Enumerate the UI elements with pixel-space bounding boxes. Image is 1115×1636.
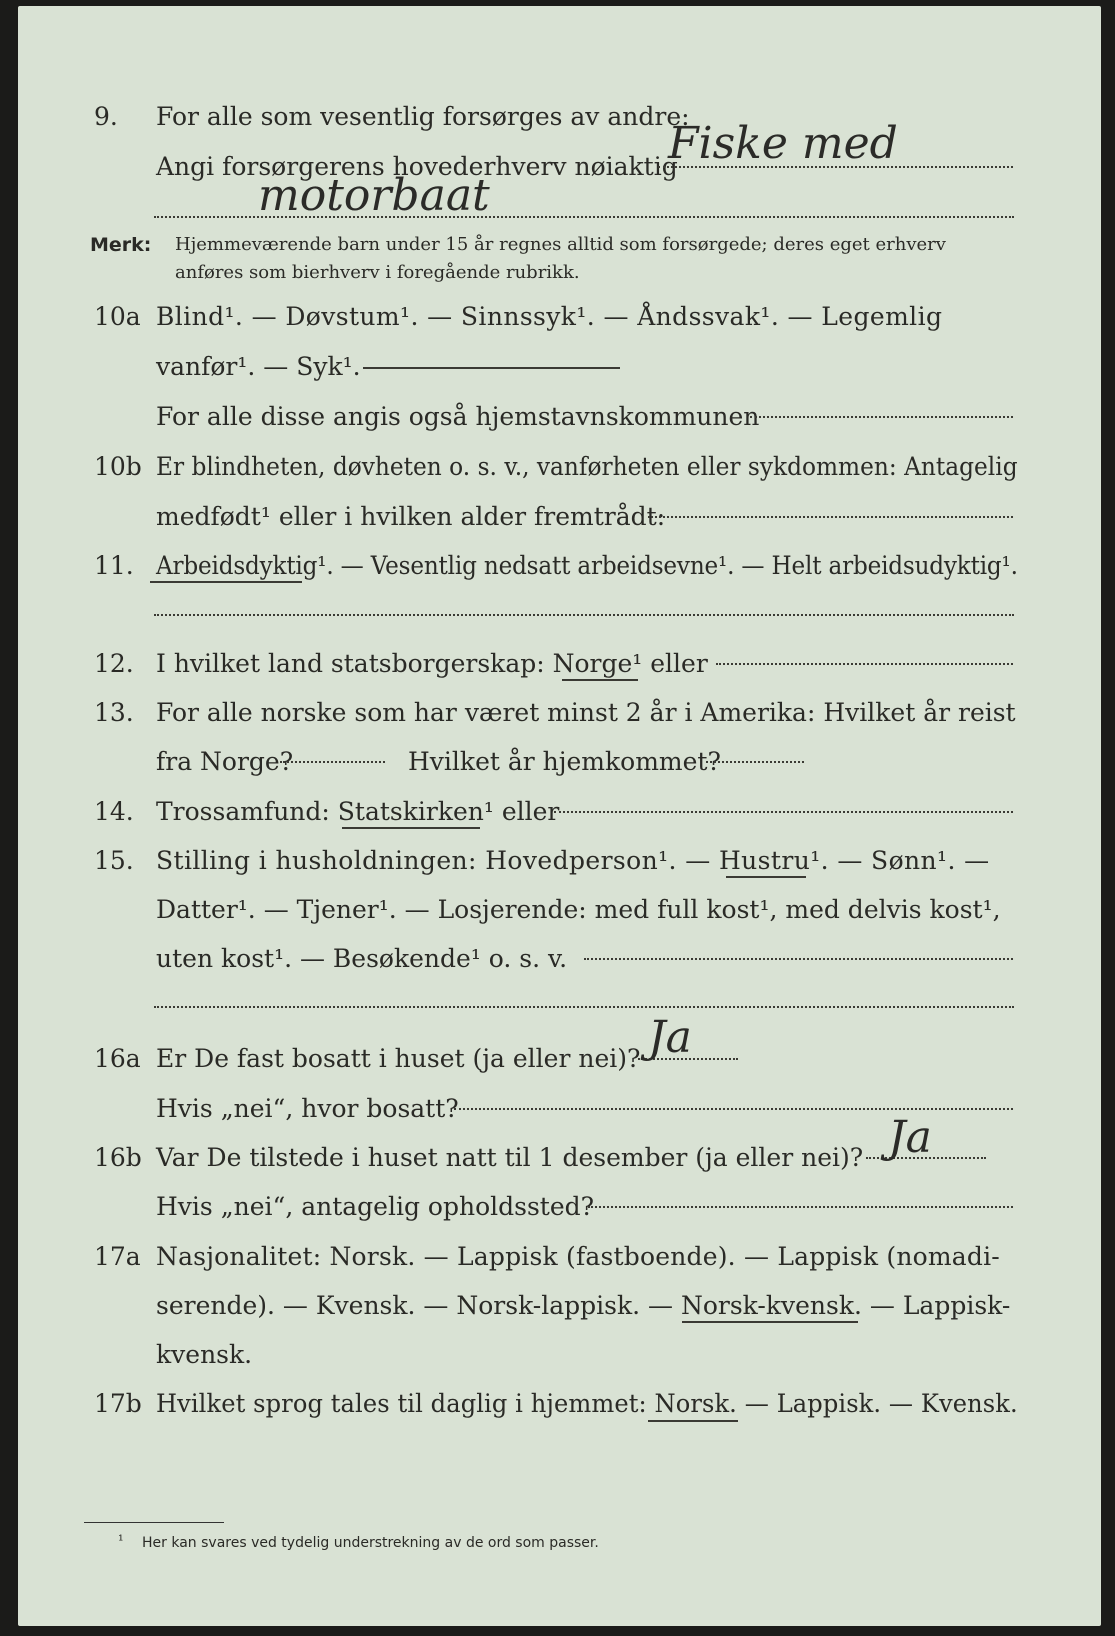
q17a-line1: Nasjonalitet: Norsk. — Lappisk (fastboende). — Lappisk (nomadi- <box>156 1242 1000 1271</box>
q13-line2b: Hvilket år hjemkommet? <box>408 747 721 776</box>
q10a-number: 10a <box>94 302 141 331</box>
q10a-line2: vanfør¹. — Syk¹. <box>156 352 361 381</box>
q15-answer-underline <box>726 876 806 878</box>
merk-label: Merk: <box>90 234 152 256</box>
q12-line1: I hvilket land statsborgerskap: Norge¹ eller <box>156 649 708 678</box>
q16a-number: 16a <box>94 1044 141 1073</box>
q10a-line1: Blind¹. — Døvstum¹. — Sinnssyk¹. — Åndssvak¹. — Legemlig <box>156 302 943 331</box>
merk-line2: anføres som bierhverv i foregående rubrikk. <box>175 262 580 283</box>
q11-number: 11. <box>94 551 134 580</box>
q17a-line3: kvensk. <box>156 1340 253 1369</box>
q16a-handwritten-answer: Ja <box>648 1012 692 1063</box>
q10b-line2: medfødt¹ eller i hvilken alder fremtrådt: <box>156 502 666 531</box>
q12-number: 12. <box>94 649 134 678</box>
q14-line1: Trossamfund: Statskirken¹ eller <box>156 797 560 826</box>
q9-handwritten-answer2: motorbaat <box>258 170 490 221</box>
q16b-opholdssted-answer-line <box>588 1206 1013 1208</box>
q12-answer-line <box>716 663 1013 665</box>
q9-line2: Angi forsørgerens hovederhverv nøiaktig <box>156 152 678 181</box>
q10a-line3: For alle disse angis også hjemstavnskommunen <box>156 402 760 431</box>
footnote-rule <box>84 1522 224 1523</box>
q16a-bosatt-answer-line <box>454 1108 1013 1110</box>
census-form-page <box>18 6 1101 1626</box>
q15-answer-line2 <box>154 1006 1014 1008</box>
q17b-number: 17b <box>94 1389 142 1418</box>
merk-line1: Hjemmeværende barn under 15 år regnes alltid som forsørgede; deres eget erhverv <box>175 234 946 255</box>
q15-line3: uten kost¹. — Besøkende¹ o. s. v. <box>156 944 568 973</box>
q13-reist-answer-line <box>280 761 385 763</box>
q16b-line1: Var De tilstede i huset natt til 1 desember (ja eller nei)? <box>156 1143 864 1172</box>
q10a-answer-line <box>363 367 620 369</box>
q15-answer-line <box>584 958 1013 960</box>
q17b-answer-underline <box>648 1420 738 1422</box>
q9-number: 9. <box>94 102 118 131</box>
q16a-line2: Hvis „nei“, hvor bosatt? <box>156 1094 459 1123</box>
q10b-number: 10b <box>94 452 142 481</box>
q13-line1: For alle norske som har været minst 2 år i Amerika: Hvilket år reist <box>156 698 1016 727</box>
q10b-answer-line <box>648 516 1013 518</box>
q11-answer-line <box>154 614 1014 616</box>
q17a-number: 17a <box>94 1242 141 1271</box>
q15-number: 15. <box>94 846 134 875</box>
q13-line2a: fra Norge? <box>156 747 294 776</box>
q16b-line2: Hvis „nei“, antagelig opholdssted? <box>156 1192 595 1221</box>
q17a-line2: serende). — Kvensk. — Norsk-lappisk. — Norsk-kvensk. — Lappisk- <box>156 1291 1011 1320</box>
q10a-home-answer-line <box>750 416 1013 418</box>
q11-answer-underline <box>150 581 302 583</box>
q11-line1: Arbeidsdyktig¹. — Vesentlig nedsatt arbeidsevne¹. — Helt arbeidsudyktig¹. <box>156 551 1018 580</box>
q14-answer-line <box>554 811 1013 813</box>
footnote-text: Her kan svares ved tydelig understrekning av de ord som passer. <box>142 1535 599 1551</box>
q14-number: 14. <box>94 797 134 826</box>
q17a-answer-underline <box>682 1321 858 1323</box>
q15-line2: Datter¹. — Tjener¹. — Losjerende: med full kost¹, med delvis kost¹, <box>156 895 1001 924</box>
q14-answer-underline <box>342 827 480 829</box>
q17b-line1: Hvilket sprog tales til daglig i hjemmet: Norsk. — Lappisk. — Kvensk. <box>156 1389 1018 1418</box>
q16b-number: 16b <box>94 1143 142 1172</box>
q13-number: 13. <box>94 698 134 727</box>
q15-line1: Stilling i husholdningen: Hovedperson¹. — Hustru¹. — Sønn¹. — <box>156 846 990 875</box>
q13-hjem-answer-line <box>706 761 804 763</box>
footnote-mark: ¹ <box>118 1533 124 1549</box>
q12-answer-underline <box>562 679 638 681</box>
q10b-line1: Er blindheten, døvheten o. s. v., vanførheten eller sykdommen: Antagelig <box>156 452 1018 481</box>
q16b-handwritten-answer: Ja <box>888 1112 932 1163</box>
q9-line1: For alle som vesentlig forsørges av andre: <box>156 102 690 131</box>
q16a-line1: Er De fast bosatt i huset (ja eller nei)? <box>156 1044 641 1073</box>
q9-handwritten-answer1: Fiske med <box>668 118 898 169</box>
